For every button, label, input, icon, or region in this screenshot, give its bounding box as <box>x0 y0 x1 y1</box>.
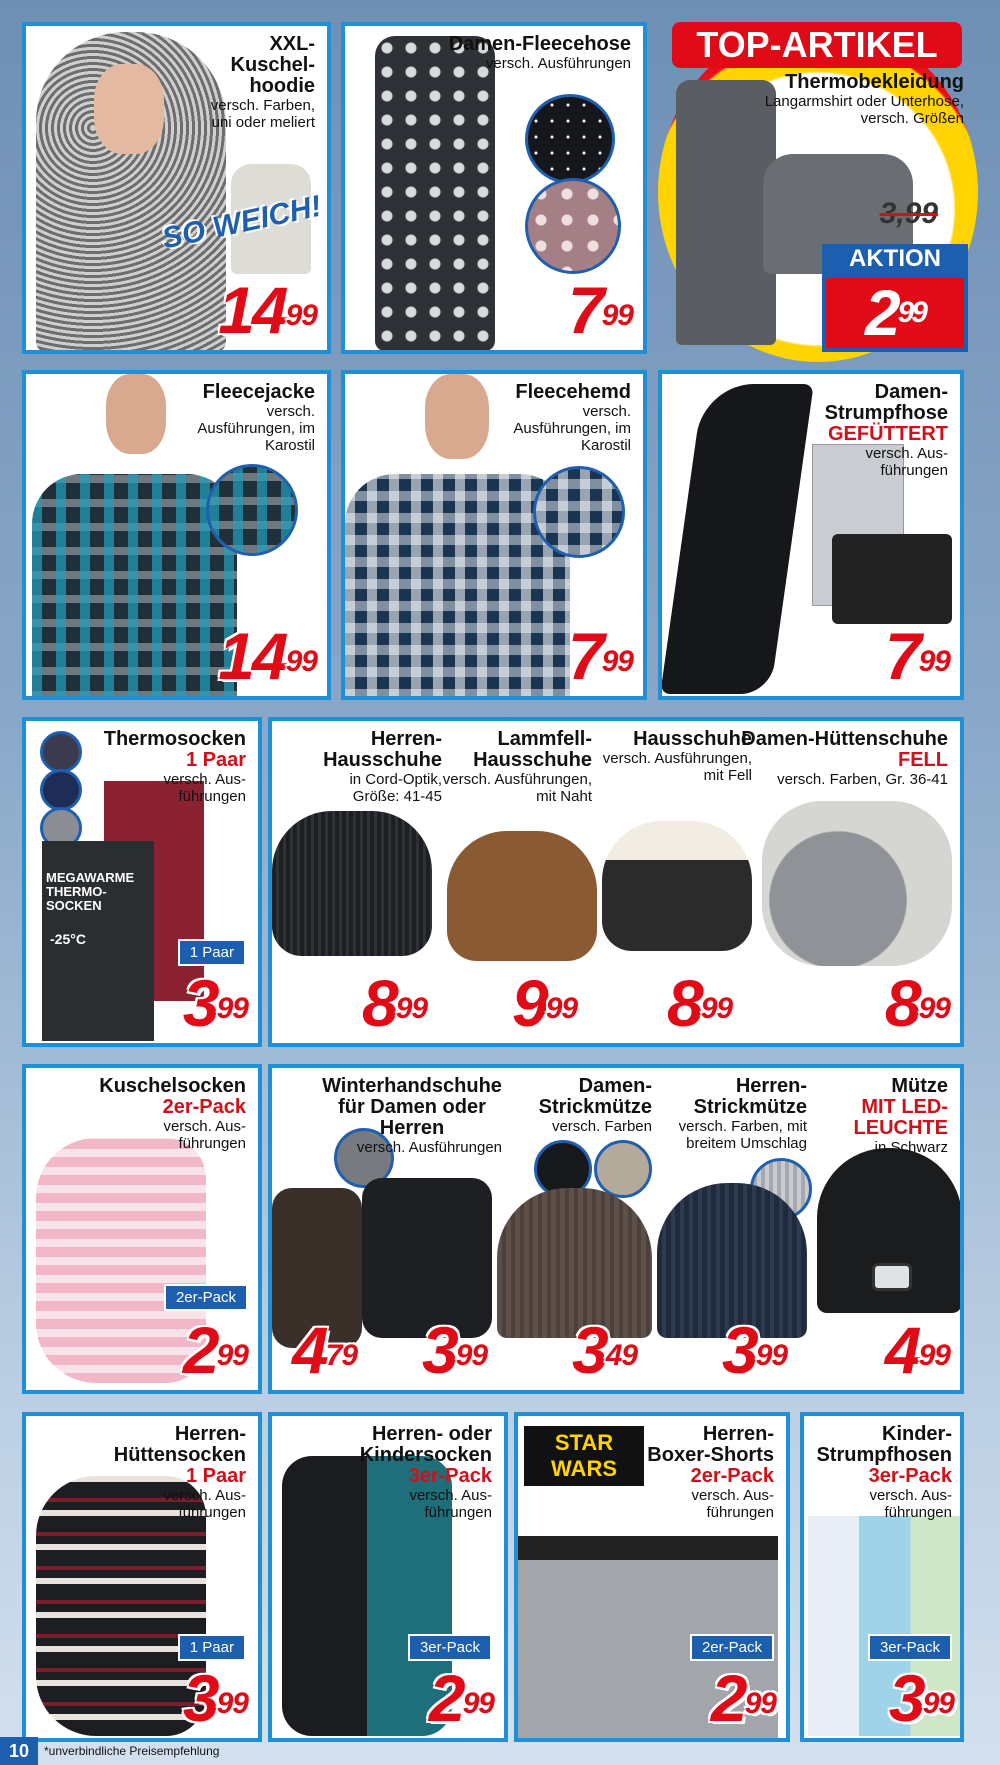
product-title: Herren-Hausschuhe in Cord-Optik, Größe: 41-45 <box>323 728 442 805</box>
huettenschuhe-image <box>762 801 952 966</box>
price: $7^{99}$ <box>884 619 950 693</box>
product-card-thermosocken[interactable] <box>22 717 262 1047</box>
price: $14^{99}$ <box>218 273 317 347</box>
product-card-hoodie[interactable] <box>22 22 331 354</box>
price: $2^{99}$ <box>710 1661 776 1735</box>
pack-badge: 1 Paar <box>178 939 246 966</box>
package-temp: -25°C <box>50 931 86 947</box>
price: $3^{99}$ <box>182 1661 248 1735</box>
product-title: Herren- oder Kindersocken 3er-Pack versch. Aus-führungen <box>359 1423 492 1521</box>
product-title: Thermosocken 1 Paar versch. Aus-führungen <box>103 728 246 805</box>
page-number: 10 <box>0 1737 38 1765</box>
price: $4^{79}$ <box>292 1313 358 1387</box>
price-2: $3^{99}$ <box>422 1313 488 1387</box>
price: $9^{99}$ <box>512 966 578 1040</box>
kuschelsocken-image <box>36 1138 206 1383</box>
product-title: Herren-Hüttensocken 1 Paar versch. Aus-führungen <box>113 1423 246 1521</box>
product-card-fleecehemd[interactable] <box>341 370 647 700</box>
product-card-kuschelsocken[interactable] <box>22 1064 262 1394</box>
product-title: XXL-Kuschel-hoodie versch. Farben, uni oder meliert <box>210 33 315 131</box>
price: $4^{99}$ <box>884 1313 950 1387</box>
product-card-thermo[interactable] <box>658 22 978 354</box>
product-title: Winterhandschuhe für Damen oder Herren versch. Ausführungen <box>322 1075 502 1156</box>
price: $8^{99}$ <box>884 966 950 1040</box>
product-card-strumpfhose[interactable] <box>658 370 964 700</box>
price: $8^{99}$ <box>362 966 428 1040</box>
hoodie-face <box>94 64 164 154</box>
fleecehemd-head <box>425 374 489 459</box>
product-card-huettensocken[interactable] <box>22 1412 262 1742</box>
price: $7^{99}$ <box>567 619 633 693</box>
product-title: Damen-Fleecehose versch. Ausführungen <box>448 33 631 72</box>
price: $3^{99}$ <box>722 1313 788 1387</box>
product-title: Thermobekleidung Langarmshirt oder Unterhose, versch. Größen <box>764 71 964 127</box>
strumpfhose-folded <box>832 534 952 624</box>
fabric-detail-stars <box>525 94 615 184</box>
pack-badge: 3er-Pack <box>868 1634 952 1661</box>
sock-color-2 <box>40 769 82 811</box>
product-card-kinderstrumpfhosen[interactable] <box>800 1412 964 1742</box>
product-title: Herren-Strickmütze versch. Farben, mit breitem Umschlag <box>678 1075 807 1152</box>
fabric-detail-dots <box>525 178 621 274</box>
package-label: MEGAWARME THERMO-SOCKEN <box>46 870 135 913</box>
product-card-hats-gloves[interactable] <box>268 1064 964 1394</box>
top-artikel-banner: TOP-ARTIKEL <box>672 22 962 68</box>
footnote: *unverbindliche Preisempfehlung <box>44 1744 220 1758</box>
lammfell-slipper-image <box>447 831 597 961</box>
fleecejacke-head <box>106 374 166 454</box>
product-title: Kuschelsocken 2er-Pack versch. Aus-führungen <box>99 1075 246 1152</box>
price: $3^{99}$ <box>182 966 248 1040</box>
pack-badge: 3er-Pack <box>408 1634 492 1661</box>
star-wars-logo: STAR WARS <box>524 1426 644 1486</box>
old-price: 3,99 <box>879 197 938 230</box>
aktion-price-box: $2^{99}$ <box>822 274 968 352</box>
cord-slipper-image <box>272 811 432 956</box>
price: $8^{99}$ <box>667 966 733 1040</box>
product-card-fleecehose[interactable] <box>341 22 647 354</box>
product-title: Fleecejacke versch. Ausführungen, im Karostil <box>197 381 315 454</box>
button-detail <box>533 466 625 558</box>
product-title: Damen-Strickmütze versch. Farben <box>538 1075 652 1135</box>
price: $2^{99}$ <box>428 1661 494 1735</box>
price: $14^{99}$ <box>218 619 317 693</box>
product-title: Herren-Boxer-Shorts 2er-Pack versch. Aus-führungen <box>647 1423 774 1521</box>
product-title: Hausschuhe versch. Ausführungen, mit Fell <box>602 728 752 784</box>
sock-color-1 <box>40 731 82 773</box>
so-weich-badge: SO WEICH! <box>159 189 325 256</box>
price: $2^{99}$ <box>182 1313 248 1387</box>
product-title: Lammfell-Hausschuhe versch. Ausführungen, mit Naht <box>442 728 592 805</box>
product-card-slippers[interactable] <box>268 717 964 1047</box>
product-title: Damen-Hüttenschuhe FELL versch. Farben, Gr. 36-41 <box>741 728 948 788</box>
product-title: Mütze MIT LED-LEUCHTE in Schwarz <box>853 1075 948 1156</box>
fleecehose-image <box>375 36 495 351</box>
product-card-fleecejacke[interactable] <box>22 370 331 700</box>
product-title: Damen-Strumpfhose GEFÜTTERT versch. Aus-führungen <box>824 381 948 479</box>
aktion-label: AKTION <box>822 244 968 274</box>
price: $7^{99}$ <box>567 273 633 347</box>
strumpfhose-legs-image <box>660 384 814 694</box>
pack-badge: 2er-Pack <box>690 1634 774 1661</box>
pack-badge: 1 Paar <box>178 1634 246 1661</box>
product-card-boxershorts[interactable] <box>514 1412 790 1742</box>
fur-slipper-image <box>602 821 752 951</box>
product-title: Fleecehemd versch. Ausführungen, im Karostil <box>513 381 631 454</box>
price: $3^{49}$ <box>572 1313 638 1387</box>
product-card-kindersocken[interactable] <box>268 1412 508 1742</box>
price: $3^{99}$ <box>888 1661 954 1735</box>
zipper-detail <box>206 464 298 556</box>
led-light <box>872 1263 912 1291</box>
pack-badge: 2er-Pack <box>164 1284 248 1311</box>
product-title: Kinder-Strumpfhosen 3er-Pack versch. Aus-führungen <box>816 1423 952 1521</box>
